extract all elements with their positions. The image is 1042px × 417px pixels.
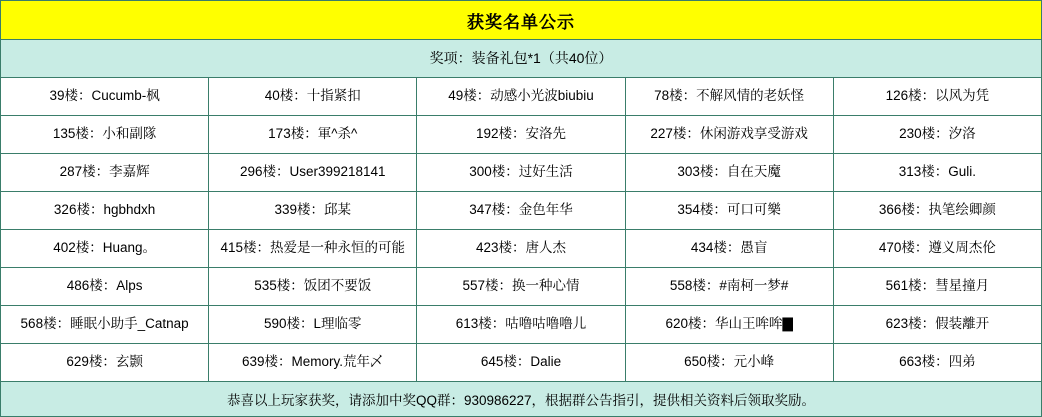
winner-cell (209, 343, 417, 381)
winner-cell (209, 153, 417, 191)
table-row (1, 229, 1042, 267)
winner-label: 623楼：假装離开 (885, 315, 990, 331)
winner-label: 590楼：L理临零 (264, 315, 362, 331)
winner-label: 192楼：安洛先 (475, 125, 566, 141)
winner-label: 613楼：咕噜咕噜噜儿 (455, 315, 587, 331)
table-row (1, 77, 1042, 115)
winner-label: 296楼：User399218141 (239, 163, 386, 179)
table-row (1, 267, 1042, 305)
winner-cell (1, 153, 209, 191)
table-row (1, 153, 1042, 191)
winner-label: 354楼：可口可樂 (677, 201, 781, 217)
winner-cell (1, 77, 209, 115)
winner-label: 434楼：愚盲 (690, 239, 768, 255)
winner-cell (417, 305, 625, 343)
winner-label: 49楼：动感小光波biubiu (448, 87, 594, 103)
winner-cell (417, 77, 625, 115)
winner-label: 470楼：遵义周杰伦 (878, 239, 996, 255)
winner-label: 629楼：玄颢 (66, 353, 143, 369)
winner-cell (833, 191, 1041, 229)
winner-label: 650楼：元小峰 (684, 353, 775, 369)
page-title: 获奖名单公示 (0, 0, 1042, 39)
winner-cell (833, 267, 1041, 305)
winner-label: 303楼：自在天魔 (677, 163, 781, 179)
winner-label: 347楼：金色年华 (469, 201, 573, 217)
winner-cell (1, 343, 209, 381)
table-row (1, 305, 1042, 343)
winner-cell (1, 191, 209, 229)
winners-table (0, 77, 1042, 382)
winner-label: 486楼：Alps (66, 277, 143, 293)
winner-cell (417, 343, 625, 381)
winner-cell (417, 115, 625, 153)
winner-label: 423楼：唐人杰 (475, 239, 566, 255)
winner-cell (417, 191, 625, 229)
winner-cell (625, 115, 833, 153)
winner-cell (1, 115, 209, 153)
award-subtitle: 奖项：装备礼包*1（共40位） (0, 39, 1042, 76)
winner-cell (833, 305, 1041, 343)
winner-cell (833, 77, 1041, 115)
winner-cell (833, 115, 1041, 153)
winner-cell (625, 305, 833, 343)
winner-cell (625, 153, 833, 191)
winner-cell (209, 229, 417, 267)
winner-cell (833, 343, 1041, 381)
winner-label: 402楼：Huang。 (53, 239, 156, 255)
winner-cell (209, 191, 417, 229)
table-row (1, 115, 1042, 153)
winner-cell (209, 115, 417, 153)
winner-cell (417, 229, 625, 267)
winner-label: 287楼：李嘉辉 (59, 163, 150, 179)
winner-label: 339楼：邱某 (274, 201, 352, 217)
table-row (1, 191, 1042, 229)
winner-cell (1, 267, 209, 305)
winner-label: 326楼：hgbhdxh (53, 201, 156, 217)
winner-label: 557楼：换一种心情 (462, 277, 580, 293)
winner-label: 39楼：Cucumb-枫 (49, 87, 160, 103)
winner-label: 230楼：汐洛 (899, 125, 976, 141)
winner-cell (625, 191, 833, 229)
table-row (1, 343, 1042, 381)
winner-cell (209, 305, 417, 343)
winner-label: 78楼：不解风情的老妖怪 (654, 87, 805, 103)
winner-cell (625, 77, 833, 115)
winner-label: 561楼：彗星撞月 (885, 277, 990, 293)
winner-label: 645楼：Dalie (480, 353, 562, 369)
winner-label: 40楼：十指紧扣 (264, 87, 361, 103)
winner-label: 639楼：Memory.荒年乄 (242, 353, 384, 369)
winner-label: 173楼：軍^杀^ (268, 125, 358, 141)
winner-label: 558楼：#南柯一梦# (669, 277, 789, 293)
winner-label: 568楼：睡眠小助手_Catnap (20, 315, 189, 331)
claim-instructions: 恭喜以上玩家获奖，请添加中奖QQ群：930986227，根据群公告指引，提供相关资料后领取奖励。 (0, 382, 1042, 417)
winner-cell (209, 267, 417, 305)
winner-cell (625, 267, 833, 305)
winner-label: 126楼：以风为凭 (885, 87, 990, 103)
winner-label: 366楼：执笔绘卿颜 (878, 201, 996, 217)
winner-cell (1, 305, 209, 343)
winner-label: 313楼：Guli. (898, 163, 977, 179)
winner-label: 227楼：休闲游戏享受游戏 (650, 125, 808, 141)
winner-label: 300楼：过好生活 (469, 163, 573, 179)
winner-cell (1, 229, 209, 267)
winner-cell (417, 267, 625, 305)
winner-cell (209, 77, 417, 115)
winner-cell (417, 153, 625, 191)
winner-cell (833, 229, 1041, 267)
winner-cell (833, 153, 1041, 191)
winner-label: 535楼：饭团不要饭 (254, 277, 372, 293)
winner-label: 415楼：热爱是一种永恒的可能 (220, 239, 406, 255)
winner-label: 620楼：华山王哞哞▇ (665, 315, 793, 331)
winner-cell (625, 343, 833, 381)
winner-cell (625, 229, 833, 267)
winner-label: 135楼：小和副隊 (52, 125, 157, 141)
winner-label: 663楼：四弟 (899, 353, 976, 369)
